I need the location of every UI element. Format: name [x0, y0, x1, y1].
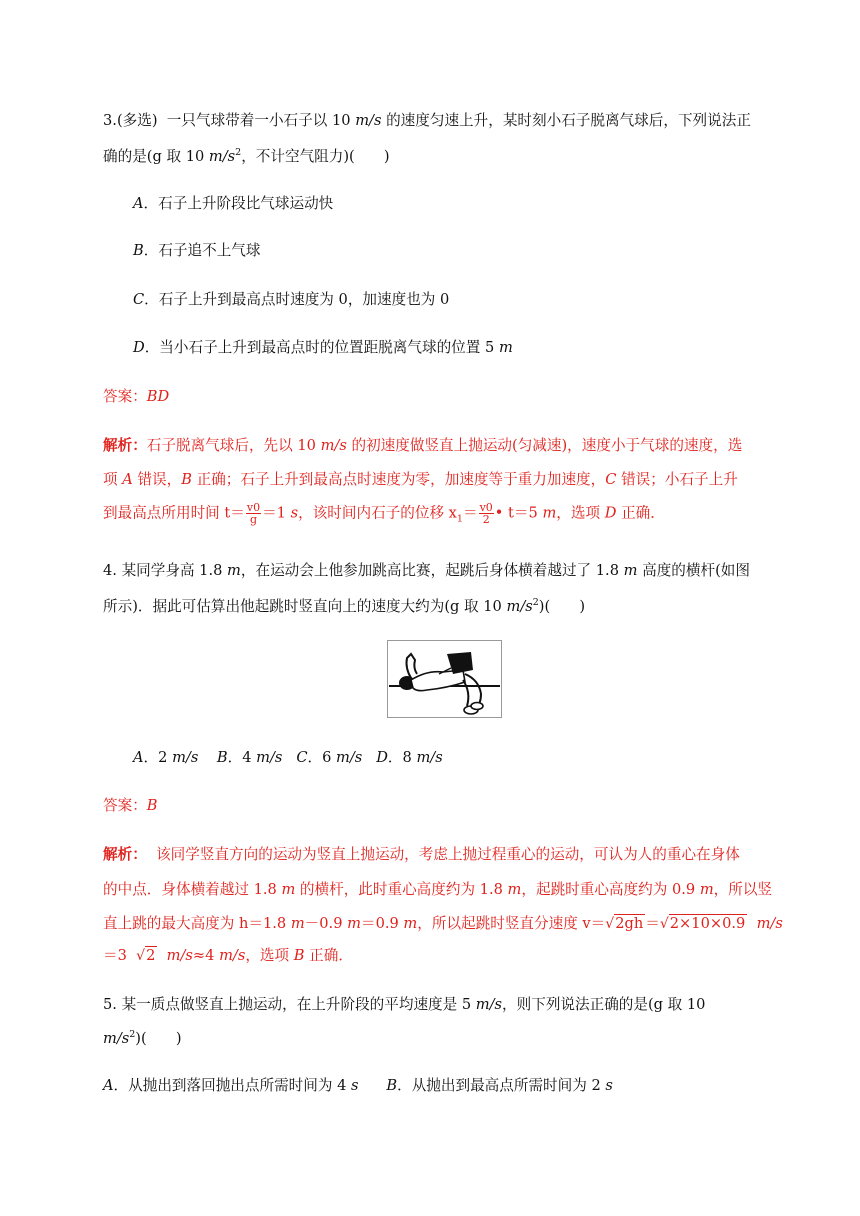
sqrt-2: 2	[146, 947, 156, 964]
q4-analysis-label: 解析：	[103, 846, 147, 863]
q3-option-d: D．当小石子上升到最高点时的位置距脱离气球的位置 5 m	[133, 339, 513, 356]
q4-analysis-line-2: 的中点．身体横着越过 1.8 m 的横杆，此时重心高度约为 1.8 m，起跳时重心高度约为 0.9 m，所以竖	[103, 881, 773, 898]
q4-analysis-line-1: 解析： 该同学竖直方向的运动为竖直上抛运动，考虑上抛过程重心的运动，可认为人的重心在身体	[103, 846, 740, 863]
q3-stem-line-2: 确的是(g 取 10 $m/s^2$，不计空气阻力)( )	[103, 147, 390, 165]
q3-option-a: A．石子上升阶段比气球运动快	[133, 195, 334, 212]
q4-stem-line-2: 所示)．据此可估算出他起跳时竖直向上的速度大约为(g 取 10 $m/s^2$)( )	[103, 597, 586, 615]
q4-analysis-line-3: 直上跳的最大高度为 h＝1.8 m－0.9 m＝0.9 m，所以起跳时竖直分速度 v＝√2gh ＝√2×10×0.9 m/s	[103, 915, 783, 932]
q4-stem-line-1: 4. 某同学身高 1.8 m，在运动会上他参加跳高比赛，起跳后身体横着越过了 1.8 m 高度的横杆(如图	[103, 562, 750, 579]
q3-answer: 答案：BD	[103, 388, 170, 405]
q3-analysis-line-1: 解析：石子脱离气球后，先以 10 m/s 的初速度做竖直上抛运动(匀减速)，速度小于气球的速度，选	[103, 437, 743, 454]
q3-number: 3.	[103, 112, 117, 129]
sqrt-2gh: 2gh	[615, 915, 644, 932]
q3-tag: (多选)	[116, 112, 158, 129]
q3-analysis-label: 解析：	[103, 437, 147, 454]
q4-answer: 答案：B	[103, 797, 158, 814]
high-jump-figure	[387, 640, 502, 718]
q4-analysis-line-4: ＝3 √2 m/s≈4 m/s，选项 B 正确．	[103, 947, 353, 964]
q5-stem-line-2: $m/s^2$)( )	[103, 1029, 182, 1047]
q3-analysis-line-3: 到最高点所用时间 t＝ $\frac{v0}{g}$ ＝1 s，该时间内石子的位移 $x_1=$ $\frac{v0}{2}$ • t＝5 m，选项 D 正确．	[103, 501, 665, 526]
jumper-shoe-2	[471, 703, 483, 710]
fraction-v0-over-g: $\frac{v0}{g}$	[246, 501, 261, 526]
q4-options: A．2 m/s B．4 m/s C．6 m/s D．8 m/s	[133, 749, 443, 766]
high-jump-illustration	[387, 640, 502, 718]
fraction-v0-over-2: $\frac{v0}{2}$	[479, 501, 493, 526]
q3-analysis-line-2: 项 A 错误，B 正确；石子上升到最高点时速度为零，加速度等于重力加速度，C 错误；小石子上升	[103, 471, 738, 488]
q5-options: A．从抛出到落回抛出点所需时间为 4 s B．从抛出到最高点所需时间为 2 s	[103, 1077, 613, 1094]
q5-stem-line-1: 5. 某一质点做竖直上抛运动，在上升阶段的平均速度是 5 m/s，则下列说法正确的是(g 取 10	[103, 996, 706, 1013]
sqrt-2x10x0.9: 2×10×0.9	[669, 915, 746, 932]
q3-stem-line-1: 3.(多选) 一只气球带着一小石子以 10 m/s 的速度匀速上升，某时刻小石子脱离气球后，下列说法正	[103, 112, 751, 129]
q3-option-c: C．石子上升到最高点时速度为 0，加速度也为 0	[133, 291, 450, 308]
q3-option-b: B．石子追不上气球	[133, 242, 261, 259]
